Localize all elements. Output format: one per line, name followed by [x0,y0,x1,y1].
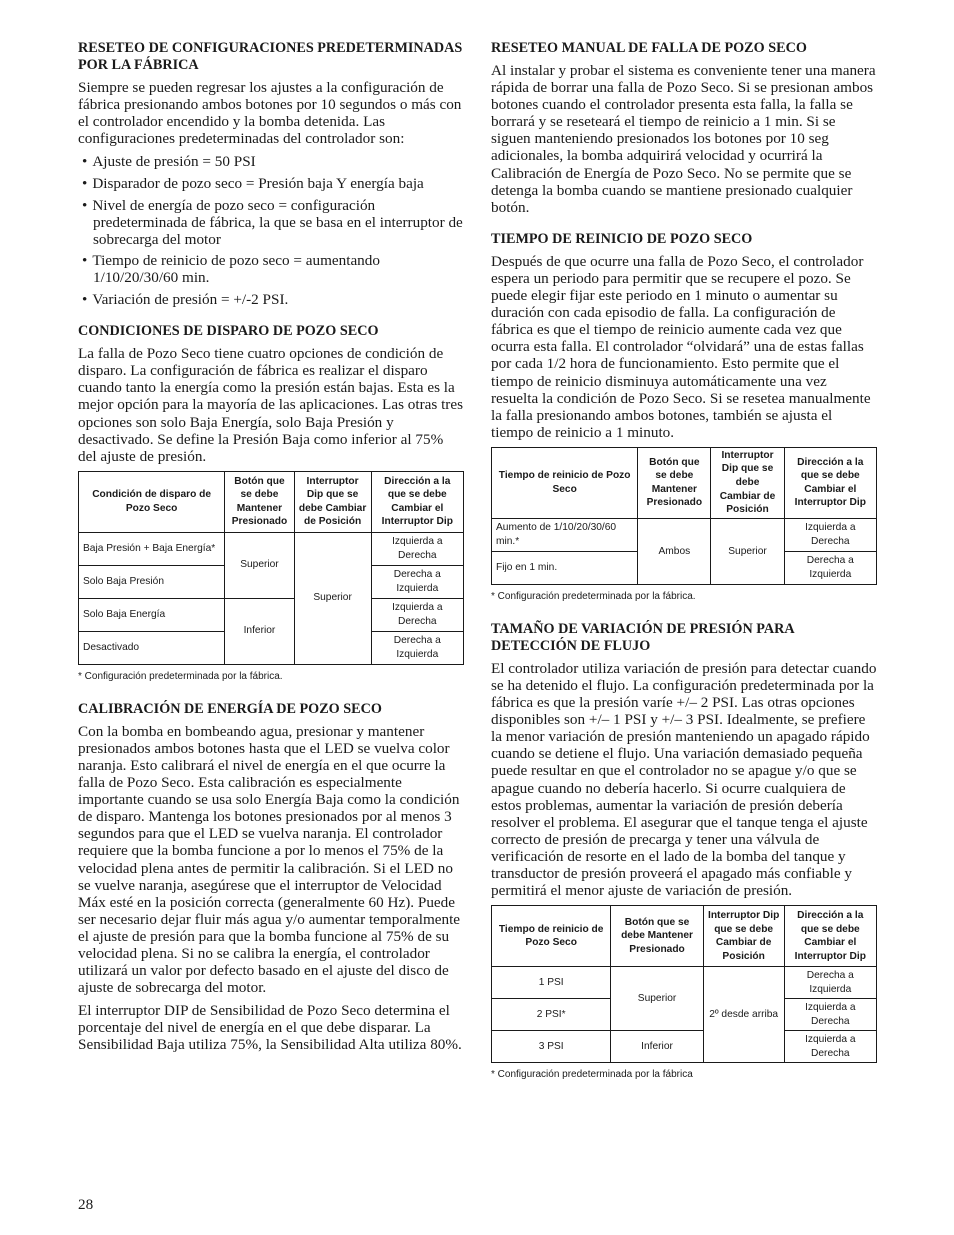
table-header-cell: Tiempo de reinicio de Pozo Seco [492,447,638,518]
table-cell: Derecha a Izquierda [784,551,876,584]
table-cell: Baja Presión + Baja Energía* [79,532,225,565]
restart-time-body: Después de que ocurre una falla de Pozo Seco, el controlador espera un periodo para permitir que se recupere el pozo. Se puede elegir fijar este periodo en 1 minuto o aumentar su duración con cada episodio de falla. La configuración de fábrica es que el tiempo de reinicio aumente cada vez que ocurra esta falla. El controlador “olvidará” una de estas fallas por cada 1/2 hora de funcionamiento. Esto permite que el tiempo de reinicio disminuya automáticamente una vez resuelta la condición de Pozo Seco. Si se resetea manualmente la falla presionando ambos botones, también se ajusta el tiempo de reinicio a 1 minuto. [491,252,871,441]
table-cell: Solo Baja Presión [79,565,225,598]
table-header-cell: Botón que se debe Mantener Presionado [638,447,711,518]
table-cell: Izquierda a Derecha [371,598,463,631]
table-header-cell: Tiempo de reinicio de Pozo Seco [492,906,611,967]
manual-reset-heading: RESETEO MANUAL DE FALLA DE POZO SECO [491,40,807,56]
table-cell: Izquierda a Derecha [784,1031,876,1063]
table-header-cell: Interruptor Dip que se debe Cambiar de Posición [294,471,371,532]
table-cell: Izquierda a Derecha [784,518,876,551]
page-number: 28 [78,1196,94,1213]
factory-reset-body: Siempre se pueden regresar los ajustes a la configuración de fábrica presionando ambos botones por 10 segundos o más con el controlador encendido y la bomba detenida. Las configuraciones predeterminadas del controlador son: [78,79,462,148]
list-item: • Tiempo de reinicio de pozo seco = aumentando 1/10/20/30/60 min. [78,252,464,286]
table-header-cell: Botón que se debe Mantener Presionado [611,906,703,967]
table-cell: Derecha a Izquierda [784,967,876,999]
table-header-cell: Interruptor Dip que se debe Cambiar de Posición [703,906,784,967]
table-header-cell: Interruptor Dip que se debe Cambiar de Posición [711,447,784,518]
table-cell: Ambos [638,518,711,584]
table-cell: Fijo en 1 min. [492,551,638,584]
factory-reset-heading: RESETEO DE CONFIGURACIONES PREDETERMINADAS POR LA FÁBRICA [78,40,463,73]
energy-calibration-body: Con la bomba en bombeando agua, presionar y mantener presionados ambos botones hasta que el LED se vuelva color naranja. Esto calibrará el nivel de energía en el que ocurre la falla de Pozo Seco. Esta calibración es especialmente importante cuando se usa solo Energía Baja como la condición de disparo. Mantenga los botones presionados por al menos 3 segundos para que el LED se vuelva naranja. El controlador requiere que la bomba funcione a por lo menos el 75% de la velocidad plena antes de permitir la calibración. Si el LED no se vuelve naranja, asegúrese que el interruptor de Velocidad Máx esté en la posición correcta (generalmente 60 Hz). Puede ser necesario dejar fluir más agua y/o aumentar temporalmente el ajuste de presión para que la bomba funcione al 75% de su velocidad plena. Si no se calibra la energía, el controlador utilizará un valor por defecto basado en el ajuste del disco de ajuste de sobrecarga del motor. [78,722,461,997]
table-header-row [79,471,464,532]
table-cell: Desactivado [79,631,225,664]
trip-conditions-heading: CONDICIONES DE DISPARO DE POZO SECO [78,323,379,340]
table-cell: Izquierda a Derecha [371,532,463,565]
variation-table-footnote: * Configuración predeterminada por la fábrica [491,1069,693,1081]
left-column [78,40,464,1060]
table-header-cell: Dirección a la que se debe Cambiar el Interruptor Dip [784,447,876,518]
table-cell: Superior [225,532,294,598]
table-cell: Solo Baja Energía [79,598,225,631]
pressure-variation-heading: TAMAÑO DE VARIACIÓN DE PRESIÓN PARA DETECCIÓN DE FLUJO [491,620,794,654]
manual-reset-section [491,40,877,216]
restart-time-section [491,231,877,603]
pressure-variation-table [491,905,877,1063]
table-cell: 2 PSI* [492,999,611,1031]
pressure-variation-section [491,621,877,1081]
table-cell: 1 PSI [492,967,611,999]
table-header-cell: Dirección a la que se debe Cambiar el Interruptor Dip [784,906,876,967]
restart-time-heading: TIEMPO DE REINICIO DE POZO SECO [491,230,753,247]
table-header-cell: Botón que se debe Mantener Presionado [225,471,294,532]
dip-sensitivity-body: El interruptor DIP de Sensibilidad de Pozo Seco determina el porcentaje del nivel de energía en el que debe disparar. La Sensibilidad Baja utiliza 75%, la Sensibilidad Alta utiliza 80%. [78,1002,462,1054]
restart-time-table [491,447,877,585]
right-column [491,40,877,1081]
table-cell: Superior [294,532,371,664]
energy-calibration-heading: CALIBRACIÓN DE ENERGÍA DE POZO SECO [78,700,382,717]
table-cell: Aumento de 1/10/20/30/60 min.* [492,518,638,551]
table-header-row [492,447,877,518]
restart-table-footnote: * Configuración predeterminada por la fábrica. [491,590,696,602]
list-item: • Nivel de energía de pozo seco = configuración predeterminada de fábrica, la que se basa en el interruptor de sobrecarga del motor [78,197,464,248]
table-cell: Derecha a Izquierda [371,631,463,664]
pressure-variation-body: El controlador utiliza variación de presión para detectar cuando se ha detenido el flujo. La configuración predeterminada por la fábrica es que la presión varíe +/– 2 PSI. Las otras opciones disponibles son +/– 1 PSI y +/– 3 PSI. Idealmente, se prefiere la menor variación de presión manteniendo un apagado rápido cuando se detiene el flujo. Una variación demasiado pequeña puede resultar en que el controlador no se apague y/o que se apague cuando no debería hacerlo. Si ocurre cualquiera de estos problemas, aumentar la variación de presión debería resolver el problema. El asegurar que el tanque tenga el ajuste correcto de presión de precarga y tener una válvula de verificación de resorte en el lado de la bomba del tanque y transductor de presión proveerá el apagado más confiable y permitirá el menor ajuste de variación de presión. [491,659,877,900]
table-row [492,967,877,999]
manual-reset-body: Al instalar y probar el sistema es conveniente tener una manera rápida de borrar una falla de Pozo Seco. Si se presionan ambos botones cuando el controlador presenta esta falla, la falla se borrará y se reseteará el tiempo de reinicio a 1 min. Si se siguen manteniendo presionados los botones por 10 seg adicionales, la bomba adquirirá velocidad y ocurrirá la Calibración de Energía de Pozo Seco. No se permite que se detenga la bomba cuando se mantiene presionado cualquier botón. [491,62,876,216]
table-row [79,532,464,565]
list-item: • Disparador de pozo seco = Presión baja Y energía baja [78,175,464,192]
trip-conditions-section [78,323,464,683]
table-cell: Derecha a Izquierda [371,565,463,598]
table-cell: Superior [711,518,784,584]
table-cell: 3 PSI [492,1031,611,1063]
trip-conditions-table [78,471,464,665]
table-row [79,598,464,631]
trip-table-footnote: * Configuración predeterminada por la fábrica. [78,670,283,682]
factory-defaults-list [78,153,464,308]
list-item: • Ajuste de presión = 50 PSI [78,153,464,170]
table-header-cell: Condición de disparo de Pozo Seco [79,471,225,532]
trip-conditions-body: La falla de Pozo Seco tiene cuatro opciones de condición de disparo. La configuración de fábrica es realizar el disparo cuando tanto la energía como la presión están bajas. Esta es la mejor opción para la mayoría de las aplicaciones. Las otras tres opciones son solo Baja Energía, solo Baja Presión y desactivado. Se define la Presión Baja como inferior al 75% del ajuste de presión. [78,345,464,465]
table-header-cell: Dirección a la que se debe Cambiar el Interruptor Dip [371,471,463,532]
factory-reset-section [78,40,464,308]
table-cell: 2º desde arriba [703,967,784,1063]
table-row [492,518,877,551]
table-cell: Izquierda a Derecha [784,999,876,1031]
list-item: • Variación de presión = +/-2 PSI. [78,291,464,308]
table-row [492,1031,877,1063]
table-cell: Inferior [611,1031,703,1063]
table-cell: Inferior [225,598,294,664]
table-cell: Superior [611,967,703,1031]
energy-calibration-section [78,701,464,1054]
table-header-row [492,906,877,967]
